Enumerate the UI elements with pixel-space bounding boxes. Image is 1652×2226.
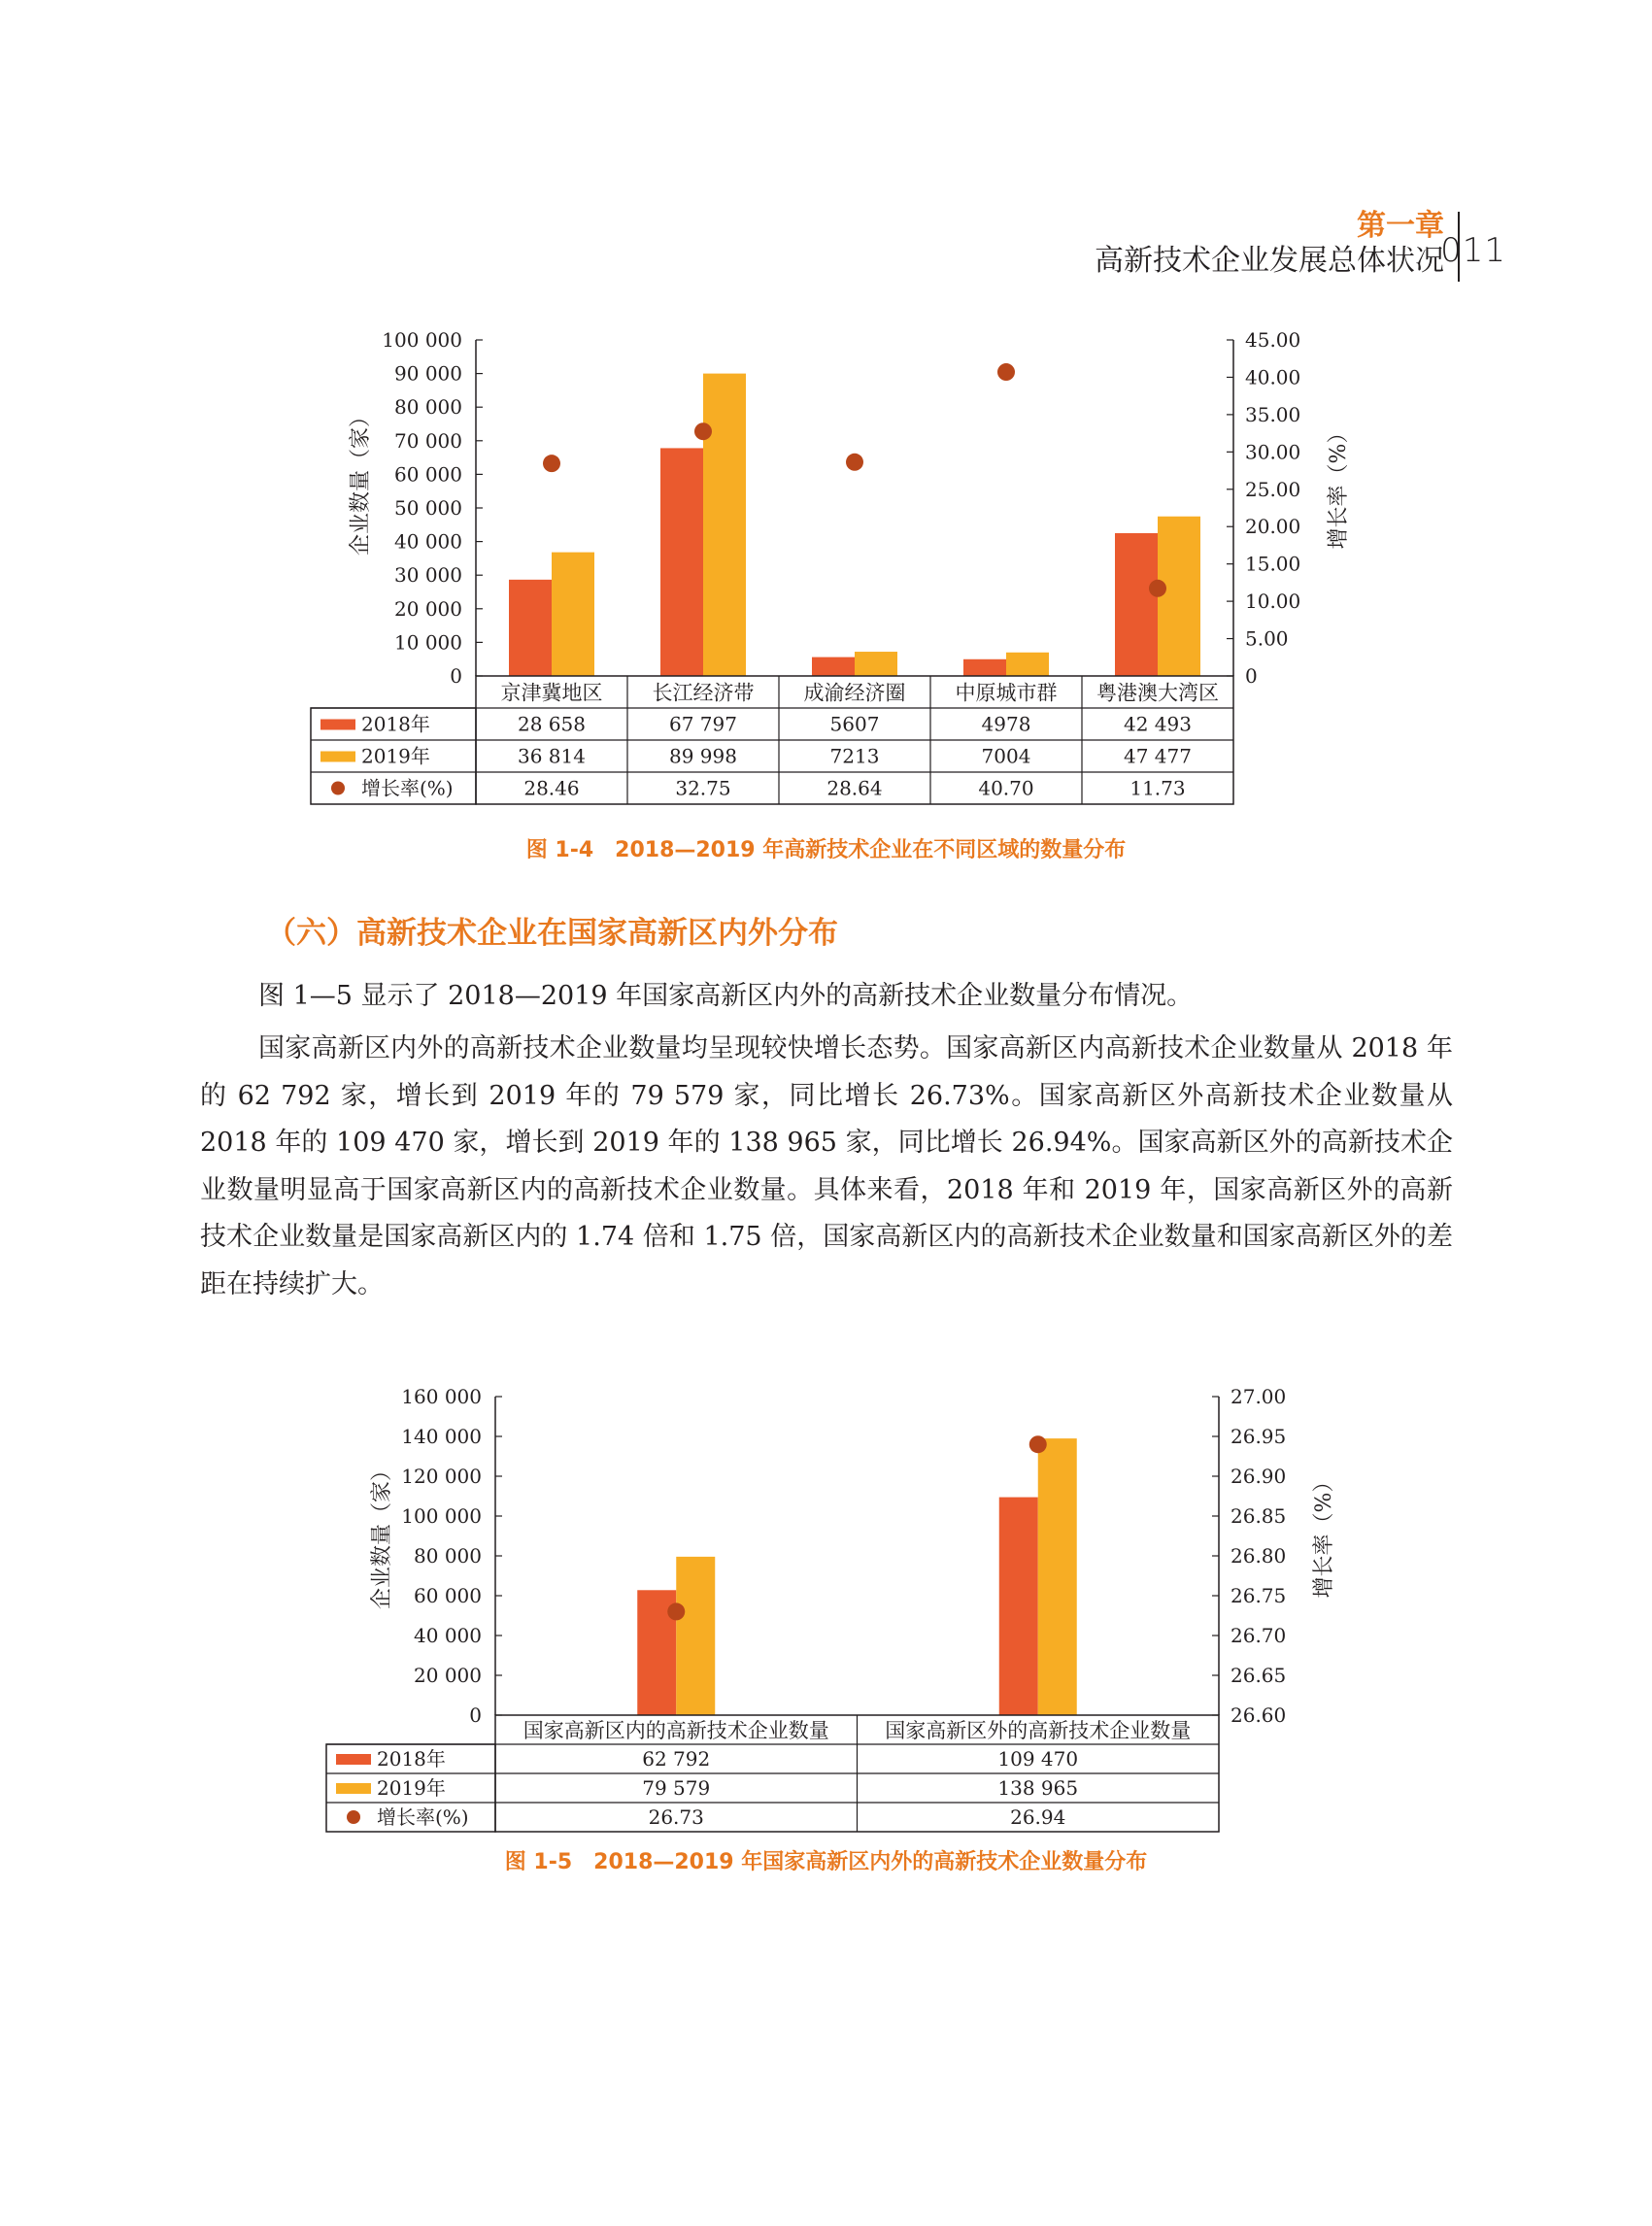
bar-2018 [812,658,855,676]
bar-2019 [552,553,594,676]
chart-zone-distribution [311,1360,1360,1845]
y-tick-label: 20 000 [414,1664,482,1687]
chart-regional-distribution [291,320,1360,816]
y2-tick-label: 20.00 [1245,515,1301,539]
legend-label: 2018年 [377,1747,446,1771]
bar-2019 [1006,653,1049,676]
bar-series [509,374,1200,676]
figure-caption-1-4: 图 1-4 2018—2019 年高新技术企业在不同区域的数量分布 [525,838,1127,862]
y2-tick-label: 0 [1245,664,1258,688]
value-2019: 47 477 [1124,744,1192,768]
y2-tick-label: 26.60 [1231,1703,1287,1727]
value-2019: 36 814 [518,744,586,768]
growth-dot [1029,1435,1047,1453]
growth-dots [543,363,1166,597]
legend-swatch-2018 [320,720,355,730]
value-2018: 109 470 [997,1747,1079,1771]
y-tick-label: 70 000 [394,428,462,453]
y-tick-label: 80 000 [394,395,462,420]
bar-2018 [509,580,552,676]
value-2018: 67 797 [669,712,737,736]
category-label: 粤港澳大湾区 [1096,681,1219,705]
bar-2019 [703,374,746,676]
y2-tick-label: 26.95 [1231,1425,1287,1448]
y-axis-left [382,328,483,688]
category-label: 国家高新区外的高新技术企业数量 [885,1719,1192,1742]
value-2019: 7213 [829,744,880,768]
growth-dots [667,1435,1047,1620]
legend-label: 2019年 [361,744,430,768]
y2-tick-label: 15.00 [1245,552,1301,576]
paragraph-intro: 图 1—5 显示了 2018—2019 年国家高新区内外的高新技术企业数量分布情况。 [258,981,1194,1011]
chapter-label: 第一章 [1357,209,1444,243]
running-head [861,210,1444,280]
value-2018: 28 658 [518,712,586,736]
y-tick-label: 120 000 [401,1465,482,1488]
legend-label: 增长率(%) [377,1805,469,1829]
legend-label: 2018年 [361,712,430,736]
y-axis-left-label: 企业数量（家） [370,1459,394,1610]
category-label: 国家高新区内的高新技术企业数量 [523,1719,829,1742]
y-tick-label: 40 000 [414,1624,482,1647]
y2-tick-label: 26.65 [1231,1664,1287,1687]
value-2018: 5607 [829,712,880,736]
category-label: 长江经济带 [652,681,755,705]
y-tick-label: 40 000 [394,529,462,554]
bar-series [637,1438,1077,1715]
value-2018: 42 493 [1124,712,1192,736]
growth-dot [694,422,712,440]
y2-tick-label: 5.00 [1245,626,1289,651]
value-growth: 28.46 [523,776,580,800]
value-2018: 4978 [981,712,1031,736]
y2-tick-label: 25.00 [1245,477,1301,501]
y-tick-label: 0 [469,1703,482,1727]
y-tick-label: 100 000 [382,328,462,352]
y2-tick-label: 26.85 [1231,1504,1287,1528]
y-axis-right [1227,328,1300,688]
page-number: 011 [1440,231,1506,270]
y-tick-label: 0 [450,664,462,688]
y-tick-label: 10 000 [394,630,462,655]
value-2019: 138 965 [997,1776,1079,1800]
y-axis-left-label: 企业数量（家） [349,405,373,556]
y-tick-label: 160 000 [401,1385,482,1408]
y2-tick-label: 27.00 [1231,1385,1287,1408]
value-growth: 32.75 [675,776,731,800]
growth-dot [846,454,863,471]
legend-swatch-2019 [336,1783,371,1794]
y2-tick-label: 10.00 [1245,590,1301,614]
category-label: 成渝经济圈 [803,681,906,705]
bar-2019 [676,1557,715,1715]
value-2018: 62 792 [642,1747,711,1771]
bar-2018 [963,659,1006,676]
growth-dot [543,455,560,472]
y-tick-label: 100 000 [401,1504,482,1528]
value-2019: 79 579 [642,1776,711,1800]
legend-label: 2019年 [377,1776,446,1800]
paragraph-body: 国家高新区内外的高新技术企业数量均呈现较快增长态势。国家高新区内高新技术企业数量从 2018 年的 62 792 家，增长到 2019 年的 79 579 家，同比增长 26.73%。国家高新区外高新技术企业数量从 2018 年的 109 470 家，增长到 2019 年的 138 965 家，同比增长 26.94%。国家高新区外的高新技术企业数量明显高于国家高新区内的高新技术企业数量。具体来看，2018 年和 2019 年，国家高新区外的高新技术企业数量是国家高新区内的 1.74 倍和 1.75 倍，国家高新区内的高新技术企业数量和国家高新区外的差距在持续扩大。 [200,1033,1453,1299]
chapter-title: 高新技术企业发展总体状况 [1095,244,1444,278]
y-axis-right-label: 增长率（%） [1327,422,1351,550]
growth-dot [997,363,1015,381]
y2-tick-label: 26.75 [1231,1584,1287,1607]
bar-2019 [855,652,897,676]
y-tick-label: 60 000 [394,462,462,487]
section-heading: （六）高新技术企业在国家高新区内外分布 [266,916,838,951]
legend-label: 增长率(%) [361,776,454,800]
y-tick-label: 20 000 [394,596,462,621]
bar-2018 [1115,533,1158,676]
y2-tick-label: 40.00 [1245,365,1301,389]
data-table [311,676,1233,804]
value-growth: 26.73 [648,1805,704,1829]
growth-dot [1149,580,1166,597]
value-2019: 89 998 [669,744,737,768]
legend-swatch-2018 [336,1754,371,1765]
category-label: 中原城市群 [955,681,1058,705]
y2-tick-label: 45.00 [1245,328,1301,352]
legend-dot-growth [347,1810,360,1824]
data-table [326,1715,1219,1832]
value-growth: 40.70 [978,776,1034,800]
y2-tick-label: 26.70 [1231,1624,1287,1647]
value-growth: 28.64 [826,776,883,800]
value-growth: 11.73 [1129,776,1186,800]
y-tick-label: 80 000 [414,1544,482,1568]
growth-dot [667,1602,685,1620]
bar-2019 [1038,1438,1077,1715]
y-tick-label: 30 000 [394,563,462,588]
y-axis-left [401,1385,502,1727]
y2-tick-label: 35.00 [1245,402,1301,426]
figure-caption-1-5: 图 1-5 2018—2019 年国家高新区内外的高新技术企业数量分布 [504,1850,1148,1874]
y-axis-right [1212,1385,1286,1727]
category-label: 京津冀地区 [500,681,603,705]
bar-2018 [660,448,703,676]
value-growth: 26.94 [1010,1805,1066,1829]
y-tick-label: 90 000 [394,361,462,386]
y-axis-right-label: 增长率（%） [1312,1470,1336,1599]
y2-tick-label: 26.90 [1231,1465,1287,1488]
bar-2019 [1158,517,1200,676]
y2-tick-label: 30.00 [1245,440,1301,464]
y-tick-label: 50 000 [394,496,462,520]
bar-2018 [999,1498,1038,1715]
legend-dot-growth [331,782,345,795]
legend-swatch-2019 [320,752,355,762]
y-tick-label: 60 000 [414,1584,482,1607]
y-tick-label: 140 000 [401,1425,482,1448]
y2-tick-label: 26.80 [1231,1544,1287,1568]
value-2019: 7004 [981,744,1031,768]
